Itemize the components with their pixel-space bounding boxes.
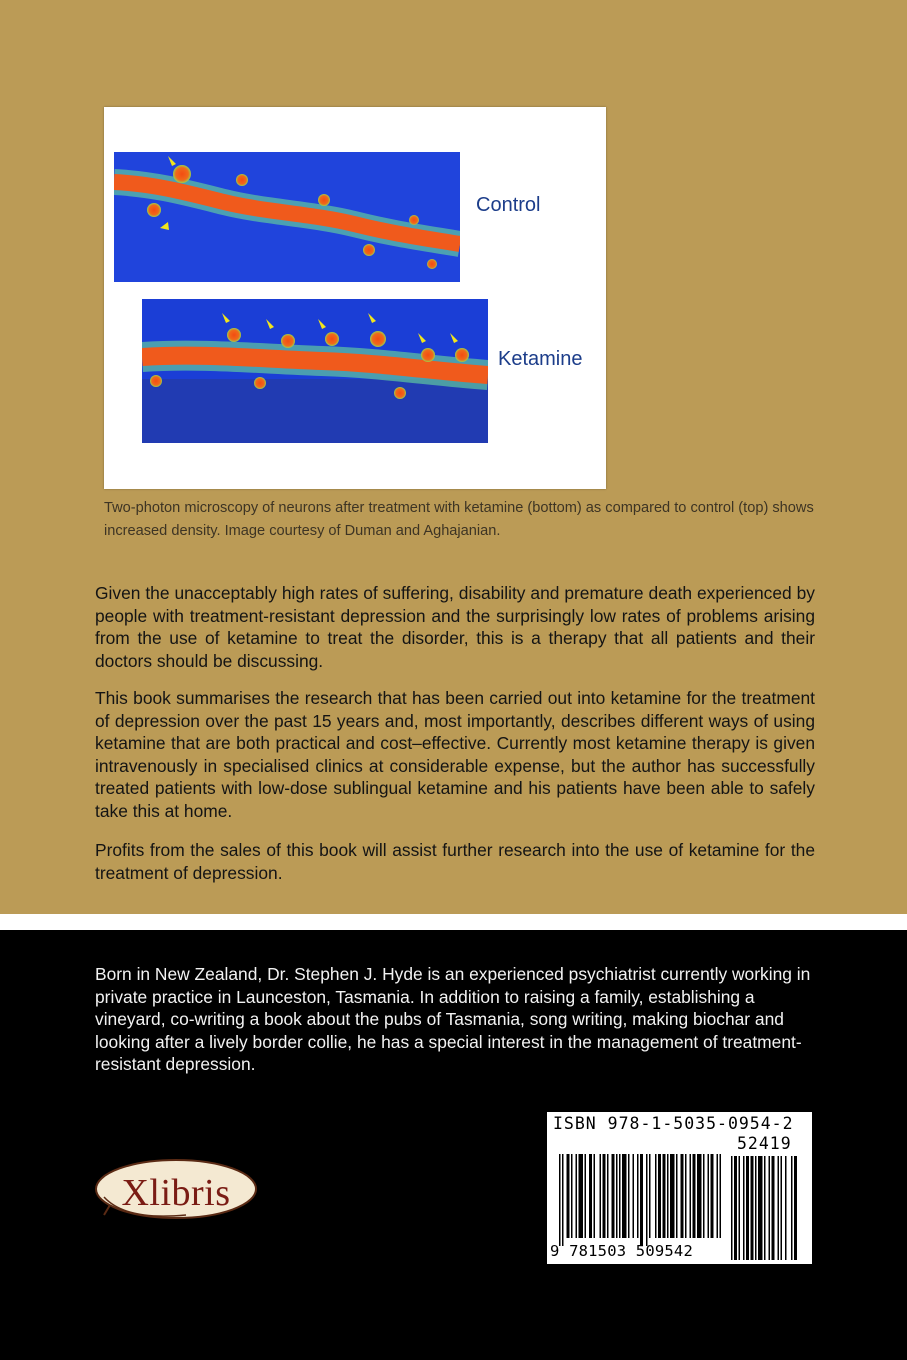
barcode-bar bbox=[649, 1154, 651, 1238]
publisher-logo bbox=[94, 1157, 258, 1221]
barcode-bar bbox=[758, 1156, 763, 1260]
addon-barcode-bars bbox=[731, 1156, 803, 1260]
microscopy-figure bbox=[104, 107, 606, 489]
barcode-bar bbox=[711, 1154, 714, 1238]
barcode-bar bbox=[600, 1154, 602, 1238]
barcode-bar bbox=[670, 1154, 675, 1238]
barcode-bar bbox=[559, 1154, 561, 1246]
barcode-bar bbox=[746, 1156, 749, 1260]
barcode-bar bbox=[697, 1154, 702, 1238]
barcode-bar bbox=[579, 1154, 584, 1238]
barcode-bar bbox=[785, 1156, 787, 1260]
barcode-addon-digits: 52419 bbox=[737, 1134, 792, 1153]
barcode-bar bbox=[612, 1154, 615, 1238]
barcode-bar bbox=[781, 1156, 783, 1260]
barcode-bar bbox=[755, 1156, 757, 1260]
ketamine-label: Ketamine bbox=[498, 348, 583, 370]
barcode-bar bbox=[640, 1154, 643, 1246]
barcode-bar bbox=[690, 1154, 692, 1238]
barcode-bar bbox=[693, 1154, 696, 1238]
barcode-bar bbox=[571, 1154, 573, 1238]
description-paragraph-3: Profits from the sales of this book will assist further research into the use of ketamine for the treatment of depression. bbox=[95, 840, 815, 883]
barcode-bar bbox=[794, 1156, 797, 1260]
barcode-bar bbox=[637, 1154, 639, 1238]
barcode-bar bbox=[585, 1154, 587, 1238]
barcode-bar bbox=[633, 1154, 635, 1238]
description-paragraph-2: This book summarises the research that has been carried out into ketamine for the treatment of depression over the past 15 years and, most importantly, describes different ways of using ketamine that are both practical and cost–effective. Currently most ketamine therapy is given intravenously in specialised clinics at considerable expense, but the author has successfully treated patients with low-dose sublingual ketamine and his patients have been able to safely take this at home. bbox=[95, 688, 815, 821]
barcode-bar bbox=[739, 1156, 741, 1260]
ketamine-microscopy-image bbox=[142, 299, 488, 443]
barcode-bar bbox=[589, 1154, 592, 1238]
barcode-bar bbox=[778, 1156, 780, 1260]
barcode-bar bbox=[616, 1154, 618, 1238]
barcode-bar bbox=[708, 1154, 710, 1238]
barcode-bar bbox=[717, 1154, 719, 1238]
ean-barcode-bars bbox=[559, 1154, 725, 1246]
barcode-bar bbox=[731, 1156, 733, 1260]
barcode-bar bbox=[685, 1154, 687, 1238]
barcode-bar bbox=[791, 1156, 793, 1260]
barcode-bar bbox=[603, 1154, 606, 1238]
barcode-bar bbox=[594, 1154, 596, 1238]
barcode-bar bbox=[667, 1154, 669, 1238]
barcode-bar bbox=[655, 1154, 657, 1238]
barcode-bar bbox=[676, 1154, 678, 1238]
description-paragraph-1: Given the unacceptably high rates of suffering, disability and premature death experienced by people with treatment-resistant depression and the surprisingly low rates of problems arising from the use of ketamine to treat the disorder, this is a therapy that all patients and their doctors should be discussing. bbox=[95, 583, 815, 671]
barcode-bar bbox=[628, 1154, 630, 1238]
barcode-bar bbox=[703, 1154, 705, 1238]
control-label: Control bbox=[476, 194, 541, 216]
barcode-bar bbox=[607, 1154, 609, 1238]
barcode-bar bbox=[663, 1154, 666, 1238]
publisher-name: Xlibris bbox=[121, 1172, 231, 1214]
barcode-bar bbox=[658, 1154, 661, 1238]
divider-stripe bbox=[0, 914, 907, 930]
barcode-bar bbox=[734, 1156, 737, 1260]
barcode-bar bbox=[720, 1154, 722, 1238]
figure-caption: Two-photon microscopy of neurons after treatment with ketamine (bottom) as compared to control (top) shows increased density. Image courtesy of Duman and Aghajanian. bbox=[104, 500, 814, 539]
barcode-bar bbox=[567, 1154, 570, 1238]
barcode-bar bbox=[751, 1156, 754, 1260]
barcode-bar bbox=[562, 1154, 564, 1246]
barcode-bar bbox=[772, 1156, 775, 1260]
ean-digits: 9 781503 509542 bbox=[550, 1242, 693, 1260]
author-bio: Born in New Zealand, Dr. Stephen J. Hyde is an experienced psychiatrist currently working in private practice in Launceston, Tasmania. In addition to raising a family, establishing a vineyard, co-writing a book about the pubs of Tasmania, song writing, making biochar and looking after a lively border collie, he has a special interest in the management of treatment-resistant depression. bbox=[95, 964, 811, 1075]
isbn-barcode bbox=[547, 1112, 812, 1264]
isbn-text: ISBN 978-1-5035-0954-2 bbox=[553, 1114, 794, 1133]
barcode-bar bbox=[576, 1154, 578, 1238]
barcode-bar bbox=[743, 1156, 745, 1260]
control-microscopy-image bbox=[114, 152, 460, 282]
barcode-bar bbox=[681, 1154, 684, 1238]
barcode-bar bbox=[769, 1156, 771, 1260]
barcode-bar bbox=[646, 1154, 648, 1246]
barcode-bar bbox=[619, 1154, 621, 1238]
barcode-bar bbox=[764, 1156, 766, 1260]
barcode-bar bbox=[622, 1154, 627, 1238]
